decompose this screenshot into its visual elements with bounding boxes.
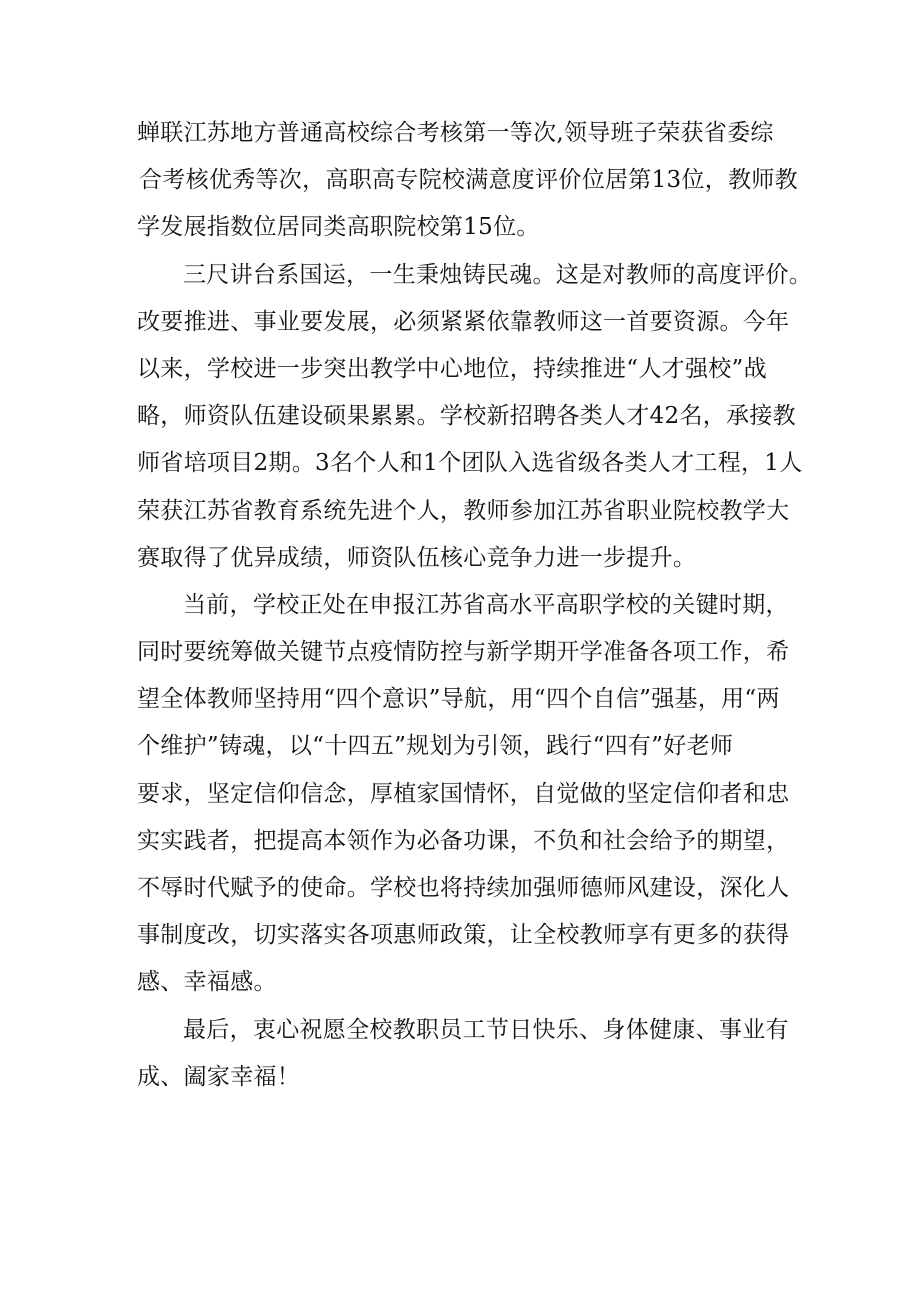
text-line: 改要推进、事业要发展，必须紧紧依靠教师这一首要资源。今年 xyxy=(137,308,790,335)
text-line: 要求，坚定信仰信念，厚植家国情怀，自觉做的坚定信仰者和忠 xyxy=(137,780,790,807)
text-line: 学发展指数位居同类高职院校第15位。 xyxy=(137,214,540,241)
paragraph-first-line: 当前，学校正处在申报江苏省高水平高职学校的关键时期， xyxy=(183,591,789,618)
text-line: 合考核优秀等次，高职高专院校满意度评价位居第13位，教师教 xyxy=(139,167,798,194)
body-text xyxy=(137,110,817,1101)
text-line: 以来，学校进一步突出教学中心地位，持续推进“人才强校”战 xyxy=(137,355,767,382)
text-line: 事制度改，切实落实各项惠师政策，让全校教师享有更多的获得 xyxy=(137,922,790,949)
text-line: 同时要统筹做关键节点疫情防控与新学期开学准备各项工作，希 xyxy=(137,639,790,666)
paragraph-first-line: 最后，衷心祝愿全校教职员工节日快乐、身体健康、事业有 xyxy=(183,1016,789,1043)
text-line: 成、阖家幸福！ xyxy=(137,1063,301,1090)
text-line: 望全体教师坚持用“四个意识”导航，用“四个自信”强基，用“两 xyxy=(137,686,780,713)
text-line: 不辱时代赋予的使命。学校也将持续加强师德师风建设，深化人 xyxy=(137,875,790,901)
text-line: 赛取得了优异成绩，师资队伍核心竞争力进一步提升。 xyxy=(137,544,697,571)
text-line: 荣获江苏省教育系统先进个人，教师参加江苏省职业院校教学大 xyxy=(137,497,790,524)
paragraph-first-line: 三尺讲台系国运，一生秉烛铸民魂。这是对教师的高度评价。 xyxy=(183,261,813,288)
text-line: 个维护”铸魂，以“十四五”规划为引领，践行“四有”好老师 xyxy=(137,733,734,760)
text-line: 感、幸福感。 xyxy=(137,969,277,996)
text-line: 实实践者，把提高本领作为必备功课，不负和社会给予的期望， xyxy=(137,827,790,854)
text-line: 蝉联江苏地方普通高校综合考核第一等次,领导班子荣获省委综 xyxy=(137,120,774,146)
text-line: 略，师资队伍建设硕果累累。学校新招聘各类人才42名，承接教 xyxy=(137,403,796,430)
text-line: 师省培项目2期。3名个人和1个团队入选省级各类人才工程，1人 xyxy=(137,450,803,477)
